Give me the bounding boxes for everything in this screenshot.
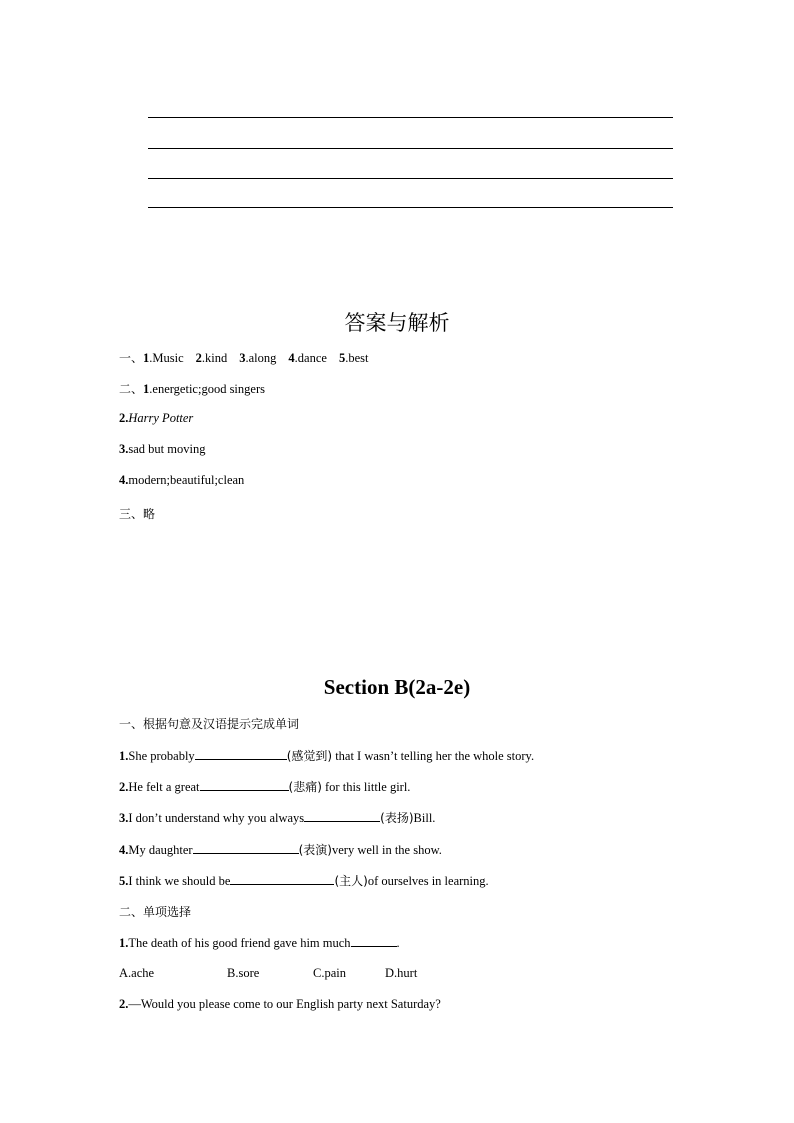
part-marker: 一、 xyxy=(119,351,144,365)
question-1: 1.She probably (感觉到) that I wasn’t telling her the whole story. xyxy=(119,749,535,763)
choice-question-1: 1.The death of his good friend gave him much . xyxy=(119,936,400,950)
answer-line-2 xyxy=(148,148,673,149)
part-marker: 二、 xyxy=(119,382,144,396)
answer-blank[interactable] xyxy=(304,810,380,822)
answer-blank[interactable] xyxy=(200,779,289,791)
section-title: Section B(2a-2e) xyxy=(323,675,471,699)
answers-title: 答案与解析 xyxy=(344,311,450,335)
answers-part3: 三、略 xyxy=(119,507,156,521)
option-d[interactable]: D.hurt xyxy=(385,966,418,980)
answers-part1: 一、1.Music 2.kind 3.along 4.dance 5.best xyxy=(119,351,369,365)
answers-part2-item-3: 3.sad but moving xyxy=(119,442,206,456)
answer-line-3 xyxy=(148,178,673,179)
answer-blank[interactable] xyxy=(230,873,334,885)
question-3: 3.I don’t understand why you always (表扬)Bill. xyxy=(119,811,436,825)
answer-line-4 xyxy=(148,207,673,208)
answers-part2-item-1: 二、1.energetic;good singers xyxy=(119,382,265,396)
answer-blank[interactable] xyxy=(193,842,299,854)
choice-question-2: 2.—Would you please come to our English party next Saturday? xyxy=(119,997,441,1011)
question-2: 2.He felt a great (悲痛) for this little girl. xyxy=(119,780,411,794)
answer-line-1 xyxy=(148,117,673,118)
option-c[interactable]: C.pain xyxy=(313,966,346,980)
answers-part2-item-2: 2.Harry Potter xyxy=(119,411,194,425)
choice-options-1 xyxy=(119,966,417,981)
section-part1-heading: 一、根据句意及汉语提示完成单词 xyxy=(119,717,300,731)
question-4: 4.My daughter (表演)very well in the show. xyxy=(119,843,442,857)
question-5: 5.I think we should be (主人)of ourselves in learning. xyxy=(119,874,489,888)
option-b[interactable]: B.sore xyxy=(227,966,260,980)
section-part2-heading: 二、单项选择 xyxy=(119,905,192,919)
option-a[interactable]: A.ache xyxy=(119,966,155,980)
answers-part2-item-4: 4.modern;beautiful;clean xyxy=(119,473,245,487)
answer-blank[interactable] xyxy=(351,935,397,947)
answer-blank[interactable] xyxy=(195,748,287,760)
